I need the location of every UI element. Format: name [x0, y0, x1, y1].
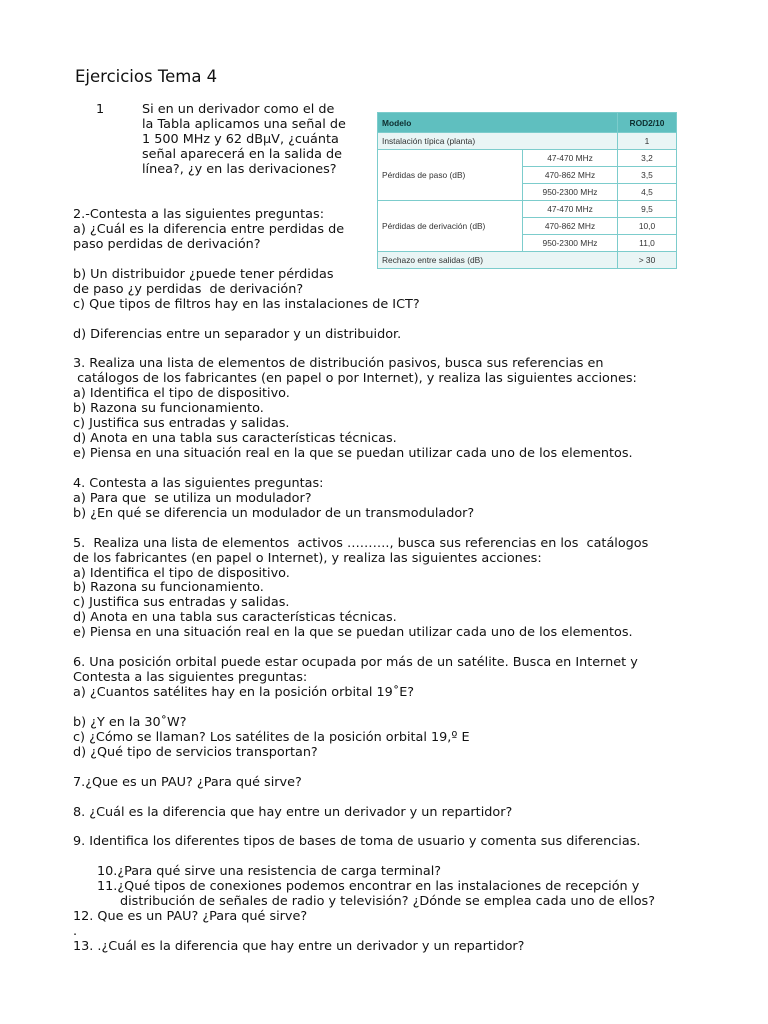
exercise-line: de los fabricantes (en papel o Internet), y realiza las siguientes acciones: [73, 550, 542, 566]
exercise-line: d) Anota en una tabla sus características técnicas. [73, 431, 397, 447]
exercise-line: catálogos de los fabricantes (en papel o por Internet), y realiza las siguientes acciones: [73, 371, 637, 387]
exercise-line: d) Anota en una tabla sus características técnicas. [73, 610, 397, 626]
blank-line [73, 462, 753, 477]
exercise-line: a) Identifica el tipo de dispositivo. [73, 386, 290, 402]
table-cell-freq: 470-862 MHz [523, 167, 618, 184]
table-cell-value: 10,0 [618, 218, 677, 235]
question-1-line: 1 500 MHz y 62 dBμV, ¿cuánta [142, 132, 339, 147]
table-cell-freq: 47-470 MHz [523, 201, 618, 218]
exercise-line: de paso ¿y perdidas de derivación? [73, 281, 304, 297]
blank-line [73, 850, 753, 865]
exercise-line: a) Para que se utiliza un modulador? [73, 490, 312, 506]
table-cell-freq: 470-862 MHz [523, 218, 618, 235]
exercise-line: 5. Realiza una lista de elementos activos ………., busca sus referencias en los catálogos [73, 535, 649, 551]
table-row [378, 133, 677, 150]
exercise-line: e) Piensa en una situación real en la que se puedan utilizar cada uno de los elementos. [73, 625, 633, 641]
table-cell-value: 1 [618, 133, 677, 150]
question-1-number: 1 [96, 102, 105, 117]
page-title: Ejercicios Tema 4 [75, 67, 218, 86]
table-cell-label: Pérdidas de derivación (dB) [378, 201, 523, 252]
exercise-line: e) Piensa en una situación real en la que se puedan utilizar cada uno de los elementos. [73, 446, 633, 461]
exercise-line: distribución de señales de radio y televisión? ¿Dónde se emplea cada uno de ellos? [120, 894, 656, 910]
exercise-line: paso perdidas de derivación? [73, 236, 261, 252]
blank-line [73, 641, 753, 656]
exercise-line: c) Justifica sus entradas y salidas. [73, 595, 290, 611]
question-1-line: señal aparecerá en la salida de [142, 147, 343, 162]
exercise-line: d) Diferencias entre un separador y un distribuidor. [73, 326, 402, 342]
table-cell-value: 11,0 [618, 235, 677, 252]
table-cell-value: 9,5 [618, 201, 677, 218]
table-header-model: Modelo [378, 113, 618, 133]
exercise-line: b) ¿Y en la 30˚W? [73, 714, 187, 730]
blank-line [73, 522, 753, 537]
question-1-line: la Tabla aplicamos una señal de [142, 117, 346, 132]
table-cell-value: 3,2 [618, 150, 677, 167]
table-cell-label: Rechazo entre salidas (dB) [378, 252, 618, 269]
table-cell-label: Pérdidas de paso (dB) [378, 150, 523, 201]
exercise-line: 7.¿Que es un PAU? ¿Para qué sirve? [73, 774, 302, 790]
exercise-line: 8. ¿Cuál es la diferencia que hay entre un derivador y un repartidor? [73, 804, 513, 820]
exercise-line: 6. Una posición orbital puede estar ocupada por más de un satélite. Busca en Internet y [73, 655, 638, 671]
question-1-line: línea?, ¿y en las derivaciones? [142, 162, 337, 177]
blank-line [73, 820, 753, 835]
table-cell-freq: 47-470 MHz [523, 150, 618, 167]
blank-line [73, 701, 753, 716]
exercise-line: 2.-Contesta a las siguientes preguntas: [73, 207, 325, 222]
exercise-line: b) ¿En qué se diferencia un modulador de un transmodulador? [73, 505, 475, 521]
exercise-line: 11.¿Qué tipos de conexiones podemos encontrar en las instalaciones de recepción y [97, 879, 640, 895]
table-cell-value: 4,5 [618, 184, 677, 201]
exercise-line: 12. Que es un PAU? ¿Para qué sirve? [73, 909, 308, 925]
exercise-line: c) Que tipos de filtros hay en las instalaciones de ICT? [73, 296, 420, 312]
table-cell-freq: 950-2300 MHz [523, 235, 618, 252]
exercise-line: Contesta a las siguientes preguntas: [73, 670, 308, 686]
table-cell-label: Instalación típica (planta) [378, 133, 618, 150]
exercise-line: 3. Realiza una lista de elementos de distribución pasivos, busca sus referencias en [73, 356, 604, 372]
question-1-text [142, 102, 372, 177]
question-1-line: Si en un derivador como el de [142, 102, 335, 117]
exercise-line: b) Razona su funcionamiento. [73, 580, 264, 596]
exercise-line: 10.¿Para qué sirve una resistencia de carga terminal? [97, 864, 442, 880]
table-cell-freq: 950-2300 MHz [523, 184, 618, 201]
exercise-line: d) ¿Qué tipo de servicios transportan? [73, 744, 318, 760]
exercise-line: . [73, 924, 78, 939]
exercise-line: c) ¿Cómo se llaman? Los satélites de la posición orbital 19,º E [73, 729, 470, 745]
exercise-line: 9. Identifica los diferentes tipos de bases de toma de usuario y comenta sus diferencias. [73, 834, 641, 850]
table-row [378, 150, 677, 167]
exercise-line: a) ¿Cuál es la diferencia entre perdidas de [73, 221, 345, 237]
blank-line [73, 791, 753, 806]
table-header-model-value: ROD2/10 [618, 113, 677, 133]
blank-line [73, 342, 753, 357]
blank-line [73, 761, 753, 776]
table-cell-value: > 30 [618, 252, 677, 269]
exercise-line: b) Un distribuidor ¿puede tener pérdidas [73, 266, 334, 282]
exercise-line: a) ¿Cuantos satélites hay en la posición orbital 19˚E? [73, 685, 415, 700]
exercise-line: 4. Contesta a las siguientes preguntas: [73, 475, 324, 491]
table-cell-value: 3,5 [618, 167, 677, 184]
exercise-line: 13. .¿Cuál es la diferencia que hay entre un derivador y un repartidor? [73, 938, 525, 954]
blank-line [73, 253, 753, 268]
exercise-line: b) Razona su funcionamiento. [73, 401, 264, 417]
blank-line [73, 313, 753, 328]
exercise-list [73, 208, 753, 955]
exercise-line: c) Justifica sus entradas y salidas. [73, 416, 290, 432]
exercise-line: a) Identifica el tipo de dispositivo. [73, 565, 290, 581]
